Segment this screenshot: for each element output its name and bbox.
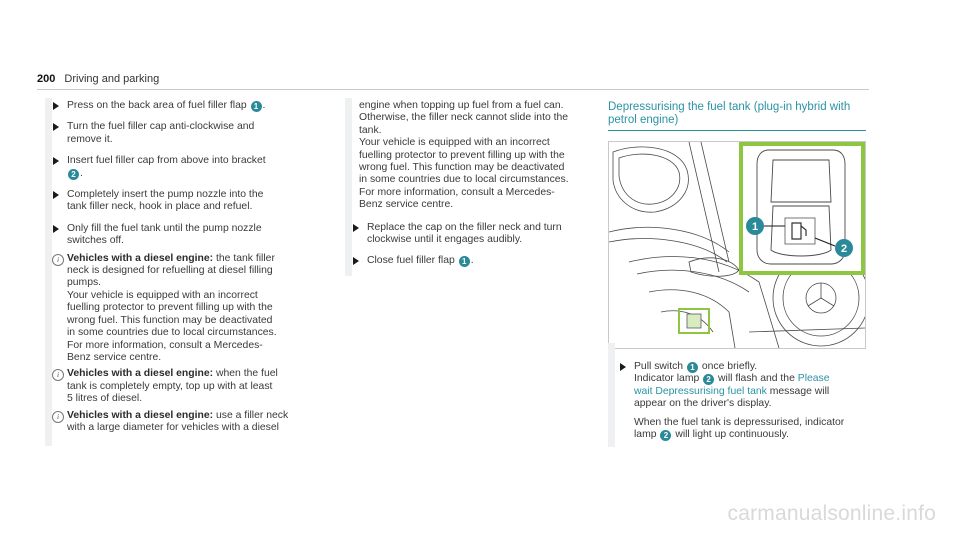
punct: . [470,255,474,267]
note-text: neck is designed for refuelling at diesel filling [67,265,273,277]
step-arrow-icon [353,224,359,232]
note-text: fuelling protector to prevent filling up with the [359,149,565,161]
note-text: tank. [359,124,382,136]
step [345,222,600,247]
column-left [45,100,335,438]
note-text: pumps. [67,277,102,289]
note-heading: Vehicles with a diesel engine: [67,409,214,421]
note-text: use a filler neck [213,409,289,421]
illustration-door-switch [608,141,866,349]
callout-badge: 1 [687,362,698,373]
callout-badge: 1 [251,101,262,112]
callout-badge: 2 [660,430,671,441]
step-text: message will [769,385,830,397]
note-heading: Vehicles with a diesel engine: [67,252,214,264]
heading-line: Depressurising the fuel tank (plug-in hybrid with [608,101,851,113]
column-right [608,101,866,441]
note-text: For more information, consult a Mercedes- [67,339,263,351]
step-text: Insert fuel filler cap from above into bracket [67,155,266,167]
door-panel-drawing [609,142,865,348]
step-text: tank filler neck, hook in place and refuel. [67,201,253,213]
step-text: switches off. [67,235,124,247]
callout-badge: 1 [459,256,470,267]
step-text: Turn the fuel filler cap anti-clockwise and [67,121,255,133]
note-text: Otherwise, the filler neck cannot slide into the [359,112,569,124]
info-note [45,410,335,435]
step-line [634,373,866,385]
para-text: When the fuel tank is depressurised, indicator [634,416,845,428]
step-arrow-icon [53,123,59,131]
watermark: carmanualsonline.info [727,502,936,525]
heading-line: petrol engine) [608,114,679,126]
step [608,361,866,411]
note-first-line [67,410,335,422]
note-text: wrong fuel. This function may be deactivated [67,314,273,326]
info-icon: i [52,369,64,381]
step-text: remove it. [67,133,113,145]
step-text: once briefly. [701,361,758,372]
step-text: Close fuel filler flap [367,255,455,267]
note-text: Benz service centre. [359,199,454,211]
note-text: tank is completely empty, top up with at least [67,380,273,392]
callout-1-label: 1 [751,221,759,233]
step-line [634,361,866,373]
display-message: Please [797,373,830,385]
result-paragraph [608,417,866,442]
step-arrow-icon [53,191,59,199]
note-text: wrong fuel. This function may be deactivated [359,162,565,174]
display-message: wait Depressurising fuel tank [634,385,767,397]
step [45,121,335,146]
note-text: the tank filler [213,252,275,264]
step-text: appear on the driver's display. [634,398,772,410]
note-text: engine when topping up fuel from a fuel can. [359,100,564,111]
step-arrow-icon [620,363,626,371]
note-text: in some countries due to local circumstances. [67,327,277,339]
note-text: in some countries due to local circumstances. [359,174,569,186]
section-heading [608,101,866,131]
note-text: Your vehicle is equipped with an incorrect [67,289,258,301]
step-arrow-icon [53,157,59,165]
note-heading: Vehicles with a diesel engine: [67,368,214,380]
callout-badge: 2 [68,169,79,180]
step-text-line [67,168,335,180]
continued-note [345,100,600,212]
punct: . [262,100,266,111]
note-text: For more information, consult a Mercedes- [359,186,555,198]
note-text: with a large diameter for vehicles with a diesel [67,421,279,433]
para-text: lamp [634,429,657,441]
step-text: Completely insert the pump nozzle into the [67,189,264,201]
note-text: Your vehicle is equipped with an incorrect [359,137,550,149]
step-text: Replace the cap on the filler neck and turn [367,221,562,233]
info-icon: i [52,411,64,423]
step [345,255,600,267]
column-middle [345,100,600,277]
punct: . [80,167,83,179]
page-header [37,73,159,85]
header-rule [37,89,869,90]
step-arrow-icon [53,225,59,233]
step-text: Press on the back area of fuel filler flap [67,100,247,111]
callout-badge: 2 [703,374,714,385]
note-first-line [67,253,335,265]
step [45,100,335,112]
info-note [45,253,335,365]
note-text: when the fuel [213,368,278,380]
section-title: Driving and parking [64,73,160,85]
step [45,189,335,214]
step-text: Indicator lamp [634,373,700,385]
step-text: Pull switch [634,361,684,372]
info-note [45,368,335,405]
step-text: will flash and the [718,373,795,385]
step-text: clockwise until it engages audibly. [367,234,523,246]
para-text: will light up continuously. [675,429,789,441]
step [45,155,335,180]
step-arrow-icon [53,102,59,110]
step-line [634,386,866,398]
note-text: fuelling protector to prevent filling up with the [67,302,273,314]
callout-2-label: 2 [840,243,848,255]
page-number: 200 [37,73,56,85]
note-text: Benz service centre. [67,351,162,363]
note-text: 5 litres of diesel. [67,393,143,405]
note-first-line [67,368,335,380]
info-icon: i [52,254,64,266]
para-line [634,429,866,441]
step-arrow-icon [353,257,359,265]
step [45,223,335,248]
step-text: Only fill the fuel tank until the pump nozzle [67,222,262,234]
